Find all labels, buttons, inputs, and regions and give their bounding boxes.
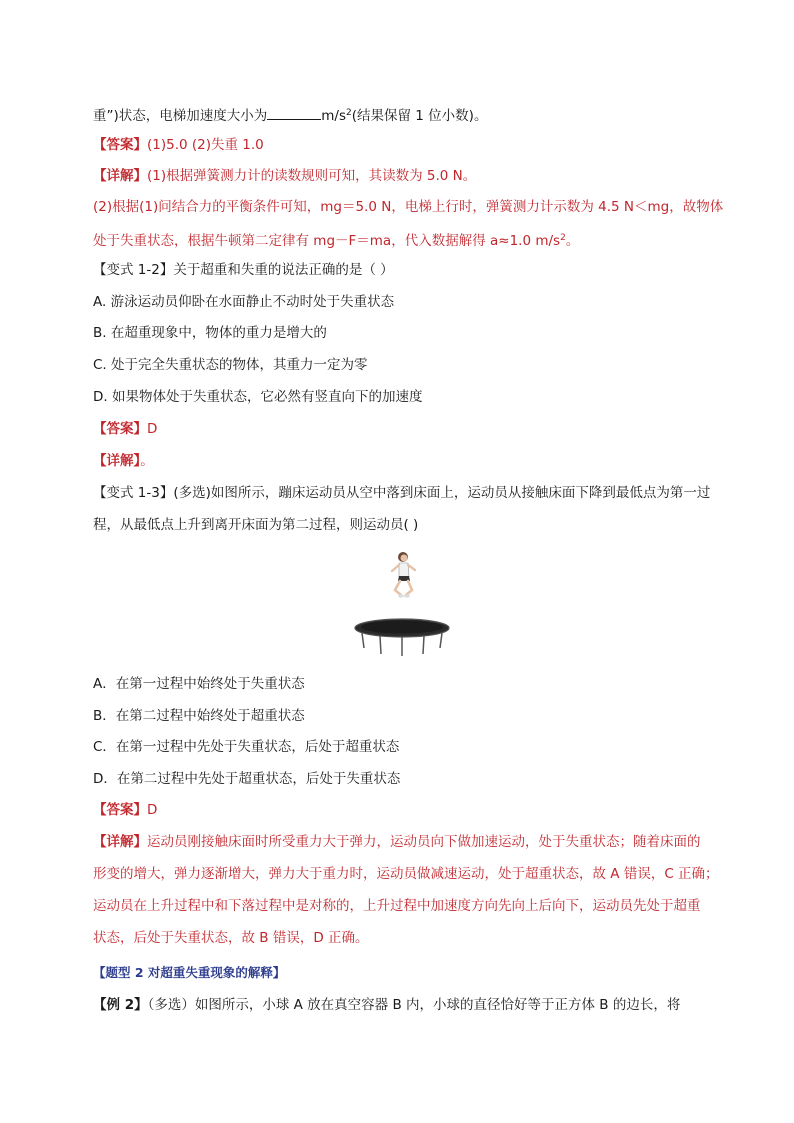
text: (结果保留 1 位小数)。 xyxy=(351,108,488,124)
text: 重”)状态，电梯加速度大小为 xyxy=(93,108,268,124)
detail-1-3 xyxy=(93,833,701,851)
question-1-2 xyxy=(93,261,394,279)
jumper-image xyxy=(392,552,415,598)
trampoline-image xyxy=(355,619,449,656)
detail-1-line-3 xyxy=(93,229,579,250)
detail-text: (1)根据弹簧测力计的读数规则可知，其读数为 5.0 N。 xyxy=(147,168,477,184)
section-heading-type-2: 【题型 2 对超重失重现象的解释】 xyxy=(93,965,286,980)
option: A．在第一过程中始终处于失重状态 xyxy=(93,676,305,692)
answer-text: (1)5.0 (2)失重 1.0 xyxy=(147,137,264,153)
answer-text: D xyxy=(147,421,158,437)
detail-tag: 【详解】 xyxy=(93,453,141,469)
text: 处于失重状态，根据牛顿第二定律有 mg－F＝ma，代入数据解得 a≈1.0 m/s xyxy=(93,233,561,249)
option: C．在第一过程中先处于失重状态，后处于超重状态 xyxy=(93,739,400,755)
option: B．在第二过程中始终处于超重状态 xyxy=(93,708,305,724)
detail-1-line-2: (2)根据(1)问结合力的平衡条件可知，mg＝5.0 N，电梯上行时，弹簧测力计示数为 4.5 N＜mg，故物体 xyxy=(93,199,724,215)
question-text: 关于超重和失重的说法正确的是（ ） xyxy=(173,262,394,278)
detail-tag: 【详解】 xyxy=(93,834,147,850)
example-2 xyxy=(93,996,680,1014)
question-tag: 【变式 1-3】 xyxy=(93,485,174,501)
answer-tag: 【答案】 xyxy=(93,802,147,818)
text: 。 xyxy=(565,233,580,249)
answer-text: D xyxy=(147,802,158,818)
question-1-3 xyxy=(93,484,710,502)
exponent: 2 xyxy=(346,108,352,118)
option: A. 游泳运动员仰卧在水面静止不动时处于失重状态 xyxy=(93,294,395,310)
option: D．在第二过程中先处于超重状态，后处于失重状态 xyxy=(93,771,401,787)
option: B. 在超重现象中，物体的重力是增大的 xyxy=(93,325,327,341)
trampoline-figure xyxy=(350,548,455,660)
question-text: (多选)如图所示，蹦床运动员从空中落到床面上，运动员从接触床面下降到最低点为第一过 xyxy=(173,485,711,501)
question-tag: 【变式 1-2】 xyxy=(93,262,174,278)
detail-1-3-line: 状态，后处于失重状态，故 B 错误，D 正确。 xyxy=(93,930,369,946)
detail-text: 运动员刚接触床面时所受重力大于弹力，运动员向下做加速运动，处于失重状态；随着床面的 xyxy=(147,834,701,850)
example-tag: 【例 2】 xyxy=(93,997,148,1013)
exponent: 2 xyxy=(560,233,566,243)
detail-text: 。 xyxy=(140,453,154,469)
unit: m/s xyxy=(321,108,346,124)
example-text: （多选）如图所示，小球 A 放在真空容器 B 内，小球的直径恰好等于正方体 B 的边长，将 xyxy=(147,997,681,1013)
answer-blank xyxy=(267,107,321,120)
detail-tag: 【详解】 xyxy=(93,168,147,184)
answer-1-3 xyxy=(93,801,157,819)
answer-1 xyxy=(93,136,264,154)
answer-tag: 【答案】 xyxy=(93,421,147,437)
question-1-3-line-2: 程，从最低点上升到离开床面为第二过程，则运动员( ) xyxy=(93,517,419,533)
detail-1-3-line: 运动员在上升过程中和下落过程中是对称的，上升过程中加速度方向先向上后向下，运动员先处于超重 xyxy=(93,898,701,914)
line-question-end xyxy=(93,104,487,125)
option: D. 如果物体处于失重状态，它必然有竖直向下的加速度 xyxy=(93,389,423,405)
answer-tag: 【答案】 xyxy=(93,137,147,153)
detail-1-2 xyxy=(93,452,154,470)
option: C. 处于完全失重状态的物体，其重力一定为零 xyxy=(93,357,368,373)
answer-1-2 xyxy=(93,420,157,438)
detail-1 xyxy=(93,167,476,185)
detail-1-3-line: 形变的增大，弹力逐渐增大，弹力大于重力时，运动员做减速运动，处于超重状态，故 A 错误，C 正确； xyxy=(93,866,719,882)
